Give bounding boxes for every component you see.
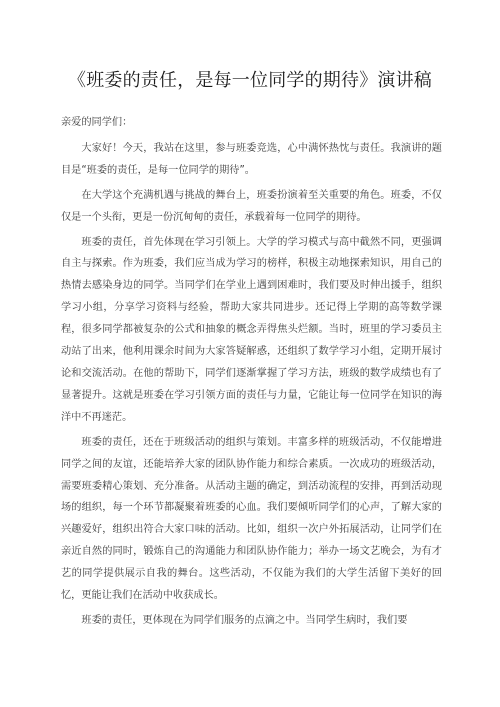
salutation: 亲爱的同学们：: [61, 117, 133, 128]
paragraph-role-intro: 在大学这个充满机遇与挑战的舞台上，班委扮演着至关重要的角色。班委，不仅仅是一个头衔，更是一份沉甸甸的责任，承载着每一位同学的期待。: [61, 189, 442, 223]
document-title: 《班委的责任，是每一位同学的期待》演讲稿: [68, 70, 432, 91]
paragraph-class-activities: 班委的责任，还在于班级活动的组织与策划。丰富多样的班级活动，不仅能增进同学之间的友谊，还能培养大家的团队协作能力和综合素质。一次成功的班级活动，需要班委精心策划、充分准备。从活动主题的确定，到活动流程的安排，再到活动现场的组织，每一个环节都凝聚着班委的心血。我们要倾听同学们的心声，了解大家的兴趣爱好，组织出符合大家口味的活动。比如，组织一次户外拓展活动，让同学们在亲近自然的同时，锻炼自己的沟通能力和团队协作能力；举办一场文艺晚会，为有才艺的同学提供展示自我的舞台。这些活动，不仅能为我们的大学生活留下美好的回忆，更能让我们在活动中收获成长。: [61, 436, 442, 602]
paragraph-study-leadership: 班委的责任，首先体现在学习引领上。大学的学习模式与高中截然不同，更强调自主与探索。作为班委，我们应当成为学习的榜样，积极主动地探索知识，用自己的热情去感染身边的同学。当同学们在学业上遇到困难时，我们要及时伸出援手，组织学习小组，分享学习资料与经验，帮助大家共同进步。还记得上学期的高等数学课程，很多同学都被复杂的公式和抽象的概念弄得焦头烂额。当时，班里的学习委员主动站了出来，他利用课余时间为大家答疑解惑，还组织了数学学习小组，定期开展讨论和交流活动。在他的帮助下，同学们逐渐掌握了学习方法，班级的数学成绩也有了显著提升。这就是班委在学习引领方面的责任与力量，它能让每一位同学在知识的海洋中不再迷茫。: [61, 236, 442, 423]
paragraph-greeting: 大家好！今天，我站在这里，参与班委竞选，心中满怀热忱与责任。我演讲的题目是“班委的责任，是每一位同学的期待”。: [61, 142, 442, 176]
paragraph-service: 班委的责任，更体现在为同学们服务的点滴之中。当同学生病时，我们要: [81, 614, 408, 626]
document-body: [61, 112, 442, 635]
